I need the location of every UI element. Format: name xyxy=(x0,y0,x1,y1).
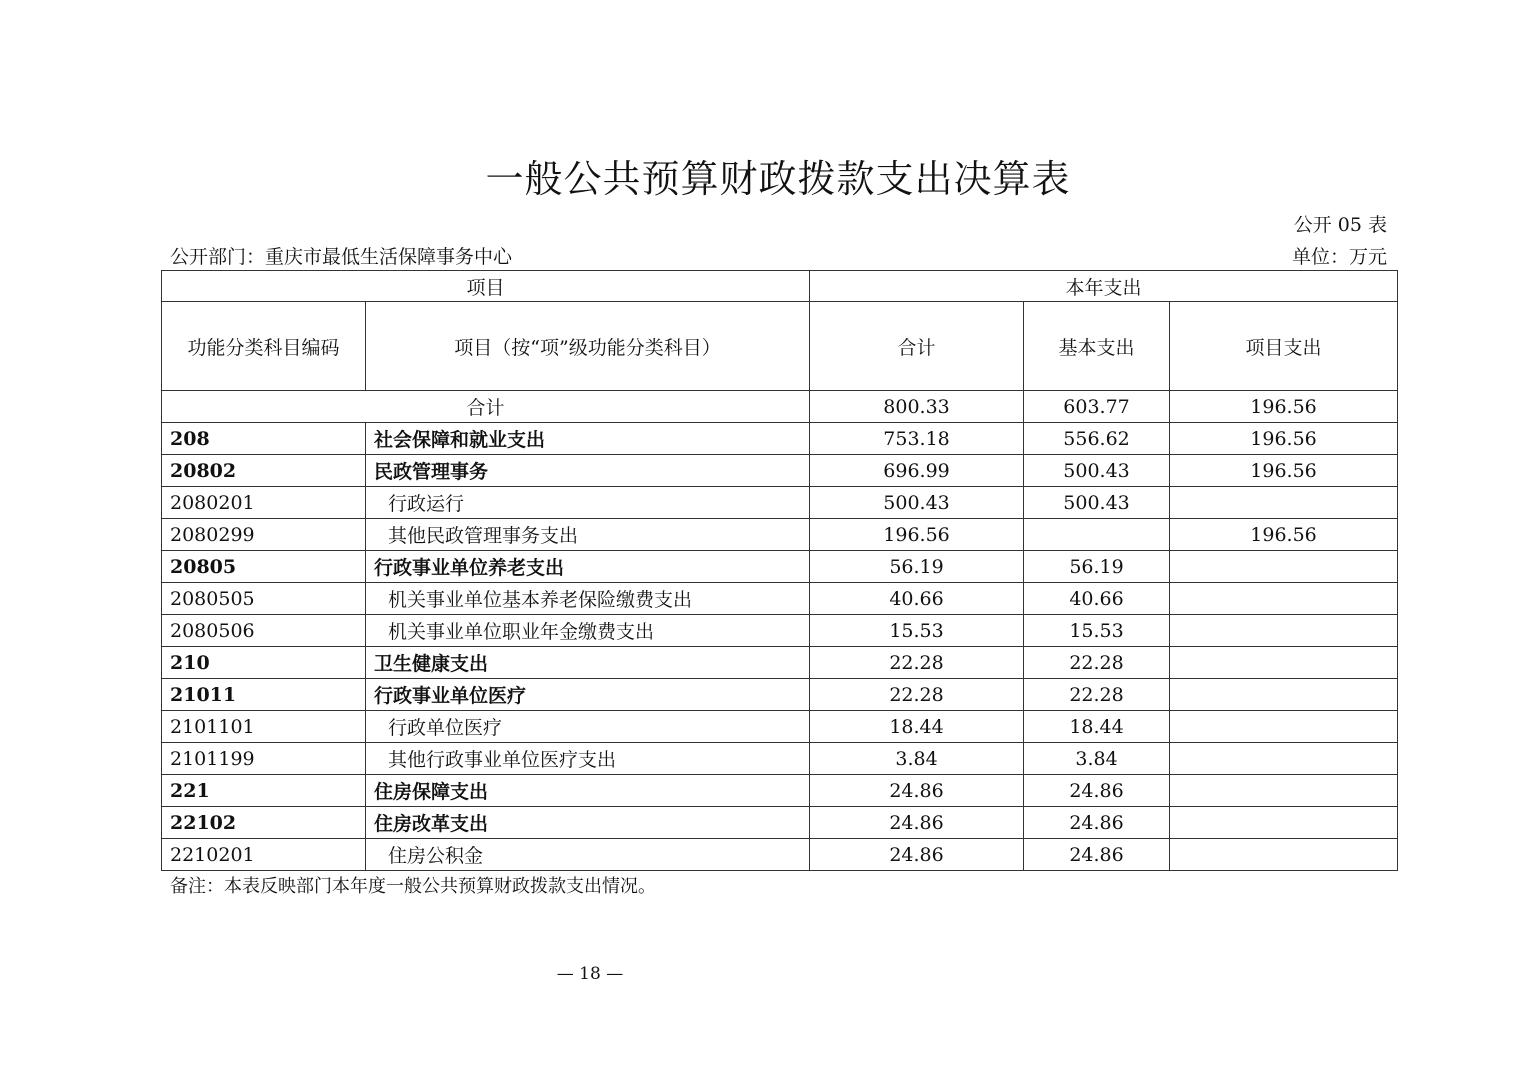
row-code: 2080201 xyxy=(162,487,366,519)
row-basic: 500.43 xyxy=(1024,455,1170,487)
table-row xyxy=(162,743,1398,775)
table-row xyxy=(162,455,1398,487)
row-total: 40.66 xyxy=(810,583,1024,615)
row-total: 3.84 xyxy=(810,743,1024,775)
table-row xyxy=(162,519,1398,551)
row-item-name: 住房保障支出 xyxy=(366,775,810,807)
row-project xyxy=(1170,615,1398,647)
row-basic: 24.86 xyxy=(1024,839,1170,871)
header-total: 合计 xyxy=(810,302,1024,391)
row-basic: 22.28 xyxy=(1024,679,1170,711)
row-basic: 22.28 xyxy=(1024,647,1170,679)
row-project xyxy=(1170,487,1398,519)
row-project: 196.56 xyxy=(1170,519,1398,551)
row-item-name: 机关事业单位职业年金缴费支出 xyxy=(366,615,810,647)
row-basic: 56.19 xyxy=(1024,551,1170,583)
row-total: 196.56 xyxy=(810,519,1024,551)
page-title: 一般公共预算财政拨款支出决算表 xyxy=(485,157,1071,201)
table-row xyxy=(162,487,1398,519)
footnote: 备注：本表反映部门本年度一般公共预算财政拨款支出情况。 xyxy=(170,876,656,897)
total-sum: 800.33 xyxy=(810,391,1024,423)
row-item-name: 行政运行 xyxy=(366,487,810,519)
row-item-name: 卫生健康支出 xyxy=(366,647,810,679)
row-code: 2101199 xyxy=(162,743,366,775)
row-code: 22102 xyxy=(162,807,366,839)
row-total: 22.28 xyxy=(810,647,1024,679)
row-total: 753.18 xyxy=(810,423,1024,455)
table-row xyxy=(162,807,1398,839)
form-number: 公开 05 表 xyxy=(1293,214,1387,236)
row-item-name: 民政管理事务 xyxy=(366,455,810,487)
header-project-expense: 项目支出 xyxy=(1170,302,1398,391)
row-code: 2210201 xyxy=(162,839,366,871)
row-total: 24.86 xyxy=(810,807,1024,839)
unit-label: 单位：万元 xyxy=(1291,246,1387,268)
row-project xyxy=(1170,711,1398,743)
row-project xyxy=(1170,647,1398,679)
table-row xyxy=(162,839,1398,871)
row-basic: 40.66 xyxy=(1024,583,1170,615)
header-row-top xyxy=(162,271,1398,302)
row-total: 500.43 xyxy=(810,487,1024,519)
row-basic: 24.86 xyxy=(1024,807,1170,839)
row-project: 196.56 xyxy=(1170,423,1398,455)
table-body xyxy=(162,423,1398,871)
row-total: 22.28 xyxy=(810,679,1024,711)
budget-table xyxy=(161,270,1398,871)
row-project xyxy=(1170,807,1398,839)
row-item-name: 其他民政管理事务支出 xyxy=(366,519,810,551)
row-basic xyxy=(1024,519,1170,551)
row-total: 18.44 xyxy=(810,711,1024,743)
row-code: 210 xyxy=(162,647,366,679)
table-row xyxy=(162,551,1398,583)
row-total: 696.99 xyxy=(810,455,1024,487)
row-project xyxy=(1170,679,1398,711)
table-row xyxy=(162,647,1398,679)
row-basic: 24.86 xyxy=(1024,775,1170,807)
row-project xyxy=(1170,743,1398,775)
row-total: 15.53 xyxy=(810,615,1024,647)
total-label: 合计 xyxy=(162,391,810,423)
row-basic: 556.62 xyxy=(1024,423,1170,455)
page-number: — 18 — xyxy=(556,964,624,984)
row-item-name: 其他行政事业单位医疗支出 xyxy=(366,743,810,775)
header-project: 项目 xyxy=(162,271,810,302)
table-row xyxy=(162,583,1398,615)
table-row xyxy=(162,423,1398,455)
row-code: 20802 xyxy=(162,455,366,487)
header-item: 项目（按“项”级功能分类科目） xyxy=(366,302,810,391)
header-current-year: 本年支出 xyxy=(810,271,1398,302)
row-code: 208 xyxy=(162,423,366,455)
row-item-name: 住房改革支出 xyxy=(366,807,810,839)
row-code: 2080506 xyxy=(162,615,366,647)
header-row-bottom xyxy=(162,302,1398,391)
row-code: 2080505 xyxy=(162,583,366,615)
row-code: 20805 xyxy=(162,551,366,583)
row-item-name: 机关事业单位基本养老保险缴费支出 xyxy=(366,583,810,615)
row-basic: 3.84 xyxy=(1024,743,1170,775)
table-row xyxy=(162,615,1398,647)
row-total: 24.86 xyxy=(810,775,1024,807)
table-row xyxy=(162,679,1398,711)
row-project: 196.56 xyxy=(1170,455,1398,487)
row-project xyxy=(1170,839,1398,871)
row-total: 56.19 xyxy=(810,551,1024,583)
table-row xyxy=(162,711,1398,743)
header-code: 功能分类科目编码 xyxy=(162,302,366,391)
row-project xyxy=(1170,583,1398,615)
total-row xyxy=(162,391,1398,423)
row-code: 2101101 xyxy=(162,711,366,743)
row-total: 24.86 xyxy=(810,839,1024,871)
header-basic: 基本支出 xyxy=(1024,302,1170,391)
row-item-name: 行政事业单位医疗 xyxy=(366,679,810,711)
row-basic: 15.53 xyxy=(1024,615,1170,647)
row-item-name: 行政单位医疗 xyxy=(366,711,810,743)
row-code: 221 xyxy=(162,775,366,807)
row-code: 2080299 xyxy=(162,519,366,551)
row-basic: 18.44 xyxy=(1024,711,1170,743)
department-label: 公开部门：重庆市最低生活保障事务中心 xyxy=(170,246,513,268)
row-basic: 500.43 xyxy=(1024,487,1170,519)
row-item-name: 住房公积金 xyxy=(366,839,810,871)
row-item-name: 行政事业单位养老支出 xyxy=(366,551,810,583)
total-basic: 603.77 xyxy=(1024,391,1170,423)
row-code: 21011 xyxy=(162,679,366,711)
table-row xyxy=(162,775,1398,807)
row-project xyxy=(1170,775,1398,807)
row-project xyxy=(1170,551,1398,583)
total-project: 196.56 xyxy=(1170,391,1398,423)
row-item-name: 社会保障和就业支出 xyxy=(366,423,810,455)
